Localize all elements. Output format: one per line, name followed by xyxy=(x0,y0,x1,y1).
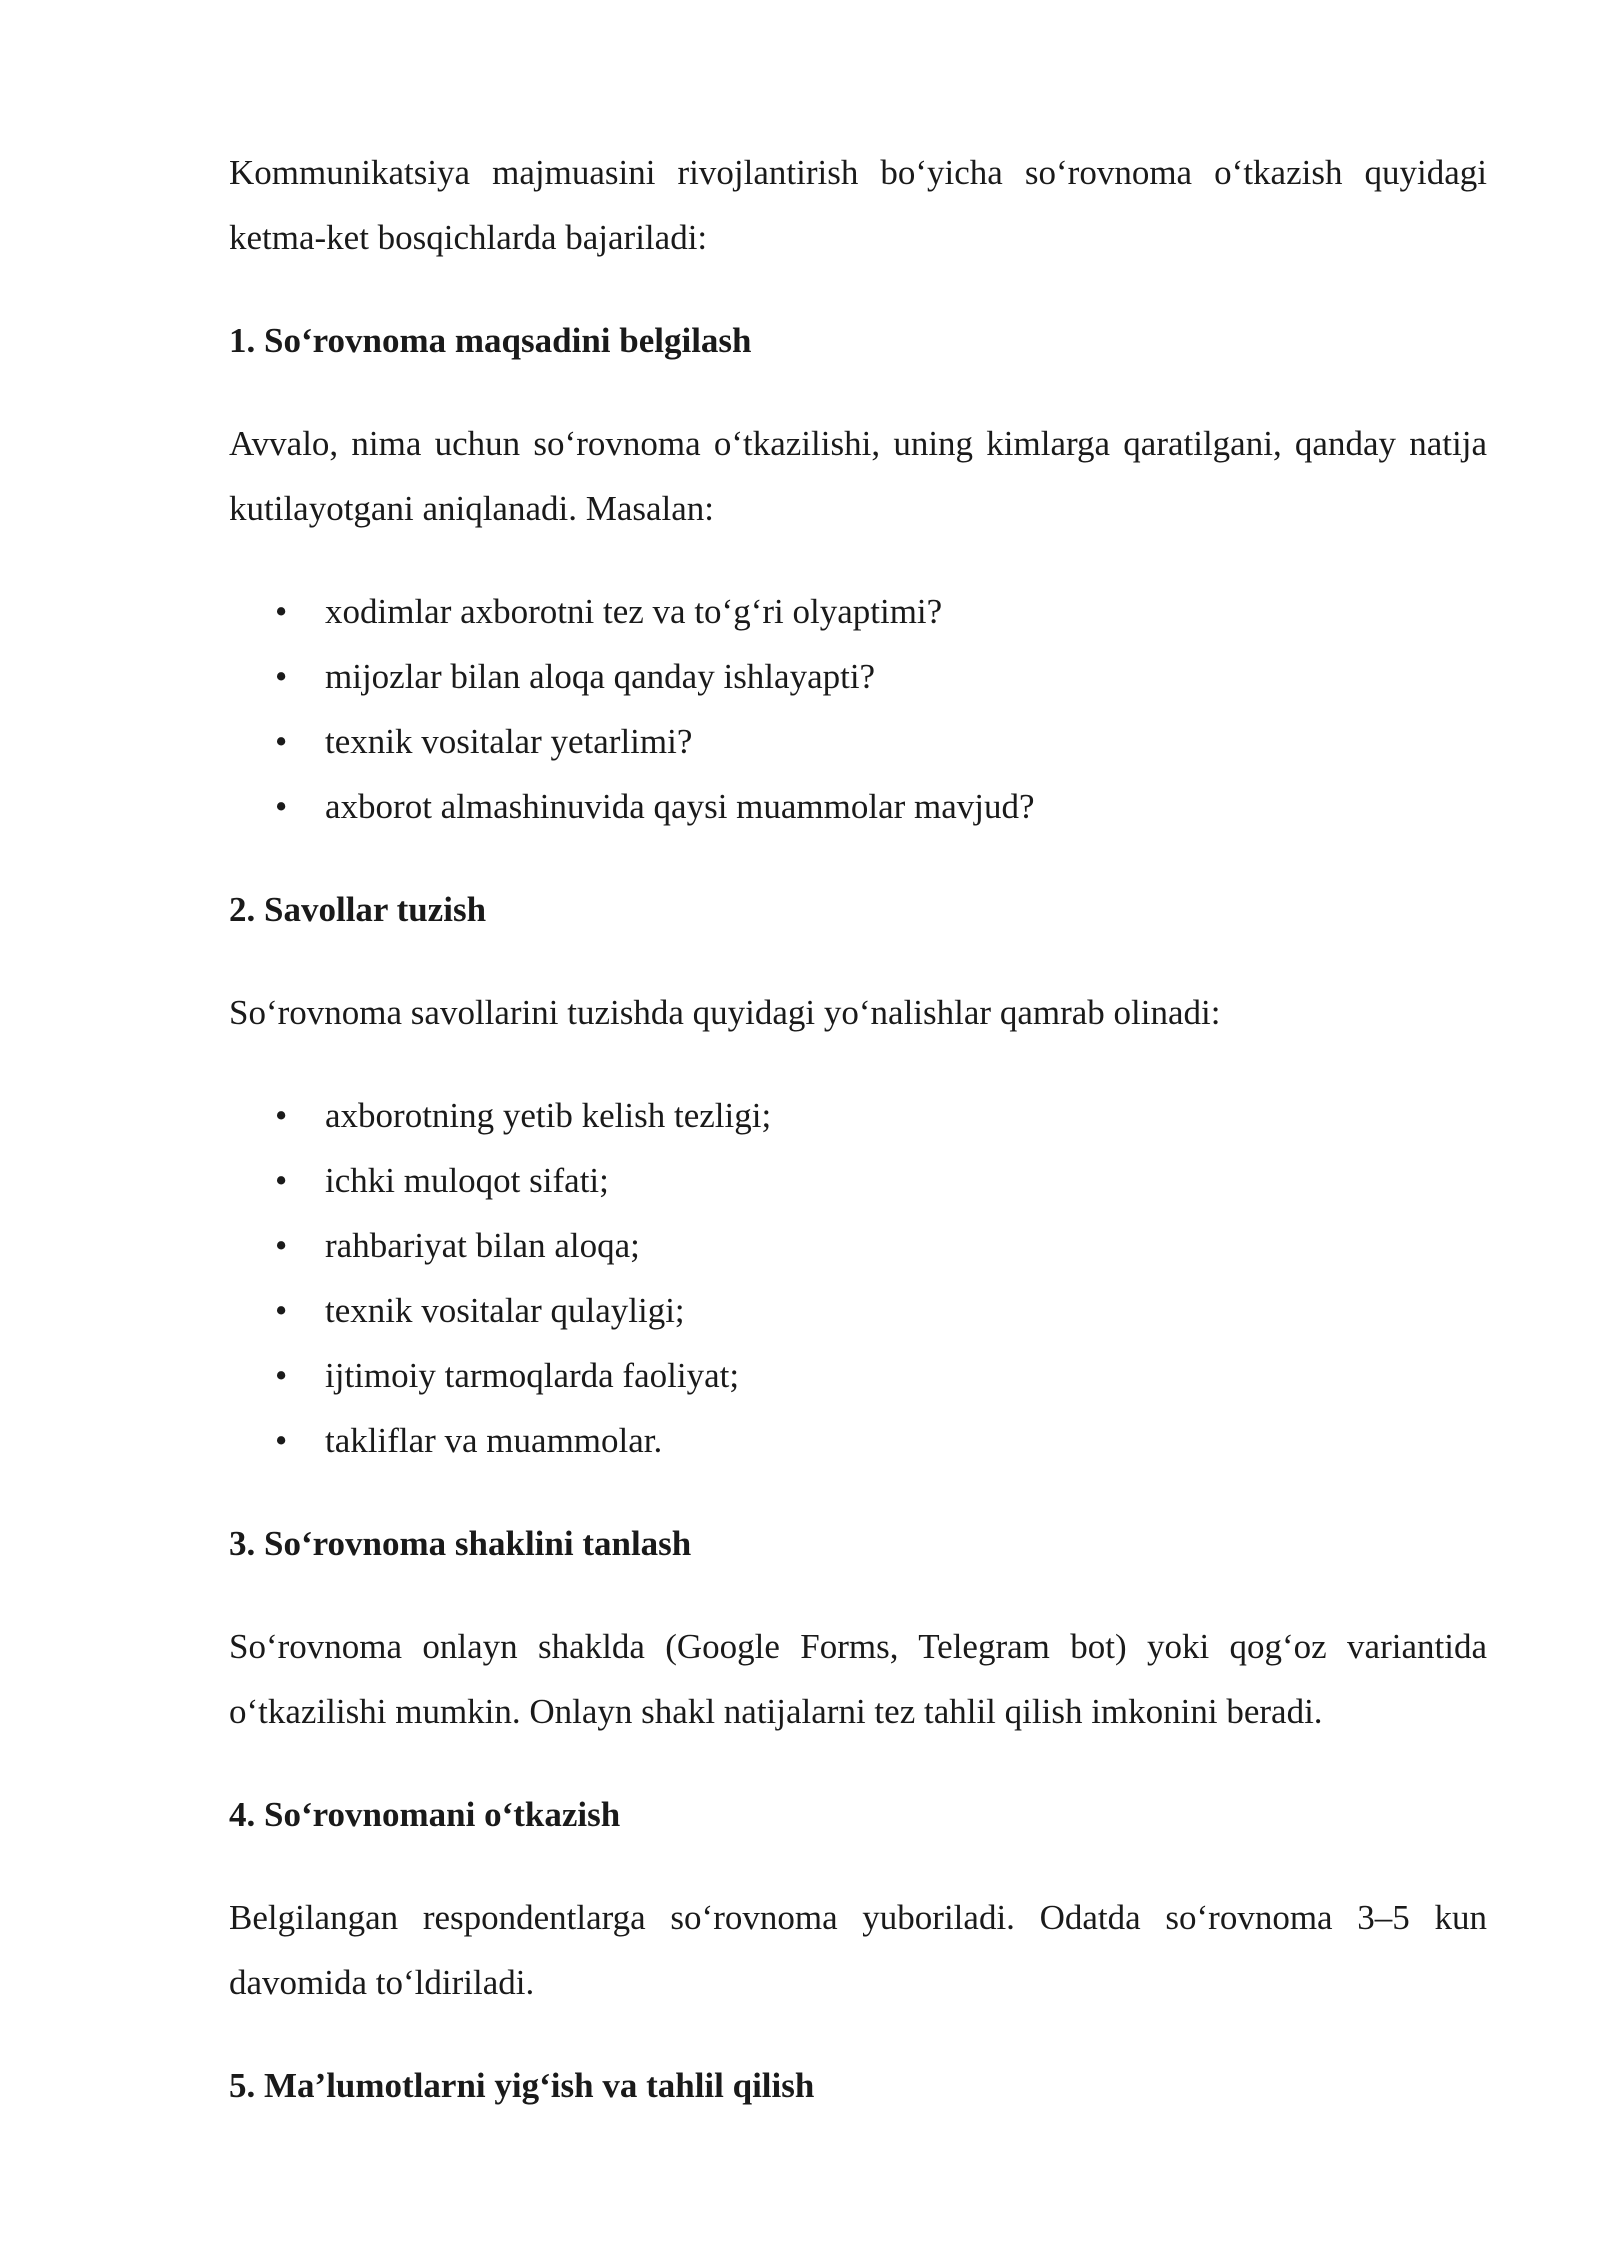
list-item-text: xodimlar axborotni tez va to‘g‘ri olyaptimi? xyxy=(325,592,943,631)
section-2-heading: 2. Savollar tuzish xyxy=(229,890,487,929)
section-3-paragraph: So‘rovnoma onlayn shaklda (Google Forms, Telegram bot) yoki qog‘oz variantida o‘tkazilishi mumkin. Onlayn shakl natijalarni tez tahlil qilish imkonini beradi. xyxy=(229,1627,1487,1731)
bullet-icon: • xyxy=(275,592,288,631)
list-item xyxy=(229,774,1487,839)
bullet-icon: • xyxy=(275,1356,288,1395)
list-item-text: axborotning yetib kelish tezligi; xyxy=(325,1096,772,1135)
intro-paragraph: Kommunikatsiya majmuasini rivojlantirish bo‘yicha so‘rovnoma o‘tkazish quyidagi ketma-ket bosqichlarda bajariladi: xyxy=(229,153,1487,257)
bullet-icon: • xyxy=(275,1096,288,1135)
section-2-list xyxy=(229,1083,1487,1473)
list-item-text: axborot almashinuvida qaysi muammolar mavjud? xyxy=(325,787,1035,826)
list-item xyxy=(229,1148,1487,1213)
bullet-icon: • xyxy=(275,1291,288,1330)
list-item xyxy=(229,1083,1487,1148)
section-1-heading: 1. So‘rovnoma maqsadini belgilash xyxy=(229,321,752,360)
list-item-text: ijtimoiy tarmoqlarda faoliyat; xyxy=(325,1356,740,1395)
list-item-text: rahbariyat bilan aloqa; xyxy=(325,1226,640,1265)
list-item-text: ichki muloqot sifati; xyxy=(325,1161,609,1200)
bullet-icon: • xyxy=(275,657,288,696)
list-item xyxy=(229,1343,1487,1408)
list-item xyxy=(229,1278,1487,1343)
section-5-heading: 5. Ma’lumotlarni yig‘ish va tahlil qilish xyxy=(229,2066,815,2105)
section-1-list xyxy=(229,579,1487,839)
list-item xyxy=(229,644,1487,709)
section-4-paragraph: Belgilangan respondentlarga so‘rovnoma yuboriladi. Odatda so‘rovnoma 3–5 kun davomida to‘ldiriladi. xyxy=(229,1898,1487,2002)
document-body xyxy=(229,140,1487,2118)
list-item xyxy=(229,1213,1487,1278)
bullet-icon: • xyxy=(275,1161,288,1200)
list-item-text: texnik vositalar yetarlimi? xyxy=(325,722,693,761)
list-item xyxy=(229,1408,1487,1473)
list-item xyxy=(229,579,1487,644)
list-item-text: takliflar va muammolar. xyxy=(325,1421,663,1460)
list-item-text: mijozlar bilan aloqa qanday ishlayapti? xyxy=(325,657,876,696)
section-4-heading: 4. So‘rovnomani o‘tkazish xyxy=(229,1795,621,1834)
list-item-text: texnik vositalar qulayligi; xyxy=(325,1291,685,1330)
bullet-icon: • xyxy=(275,722,288,761)
section-1-paragraph: Avvalo, nima uchun so‘rovnoma o‘tkazilishi, uning kimlarga qaratilgani, qanday natija kutilayotgani aniqlanadi. Masalan: xyxy=(229,424,1487,528)
section-2-paragraph: So‘rovnoma savollarini tuzishda quyidagi yo‘nalishlar qamrab olinadi: xyxy=(229,993,1221,1032)
section-3-heading: 3. So‘rovnoma shaklini tanlash xyxy=(229,1524,692,1563)
list-item xyxy=(229,709,1487,774)
bullet-icon: • xyxy=(275,1226,288,1265)
bullet-icon: • xyxy=(275,787,288,826)
bullet-icon: • xyxy=(275,1421,288,1460)
